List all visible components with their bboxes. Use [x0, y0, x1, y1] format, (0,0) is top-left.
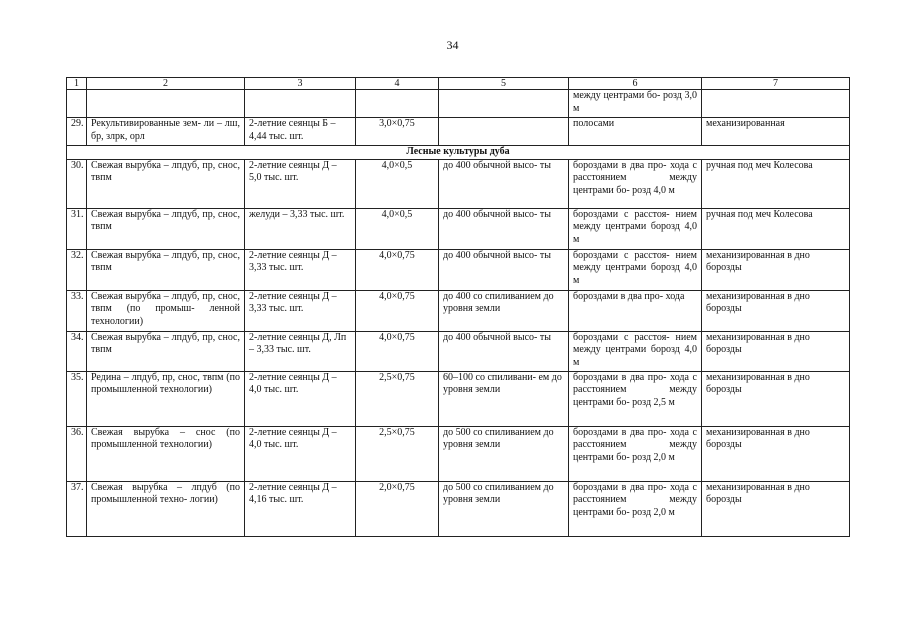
cell-soil-prep: бороздами в два про- хода с расстоянием между центрами бо- розд 4,0 м — [569, 159, 702, 208]
cell-number — [67, 90, 87, 118]
cell-planting: механизированная — [702, 118, 850, 146]
cell-planting: механизированная в дно борозды — [702, 331, 850, 371]
cell-site: Свежая вырубка – лпдуб, пр, снос, твпм (по промыш- ленной технологии) — [87, 290, 245, 331]
cell-number: 33. — [67, 290, 87, 331]
cell-number: 31. — [67, 208, 87, 249]
cell-soil-prep: бороздами в два про- хода с расстоянием между центрами бо- розд 2,0 м — [569, 481, 702, 536]
table-row — [67, 249, 850, 290]
cell-soil-prep: бороздами с расстоя- нием между центрами борозд 4,0 м — [569, 208, 702, 249]
cell-material: 2-летние сеянцы Д, Лп – 3,33 тыс. шт. — [245, 331, 356, 371]
cell-soil-prep: бороздами с расстоя- нием между центрами борозд 4,0 м — [569, 249, 702, 290]
cell-site: Свежая вырубка – лпдуб (по промышленной техно- логии) — [87, 481, 245, 536]
cell-spacing — [356, 90, 439, 118]
column-header: 1 — [67, 78, 87, 90]
cell-number: 29. — [67, 118, 87, 146]
section-row — [67, 146, 850, 160]
cell-material: 2-летние сеянцы Д – 4,0 тыс. шт. — [245, 426, 356, 481]
cell-site: Свежая вырубка – лпдуб, пр, снос, твпм — [87, 208, 245, 249]
cell-site: Свежая вырубка – лпдуб, пр, снос, твпм — [87, 249, 245, 290]
cell-spacing: 3,0×0,75 — [356, 118, 439, 146]
cell-planting: механизированная в дно борозды — [702, 249, 850, 290]
cell-spacing: 4,0×0,75 — [356, 290, 439, 331]
cell-stumps: до 400 обычной высо- ты — [439, 249, 569, 290]
table-row — [67, 331, 850, 371]
cell-soil-prep: между центрами бо- розд 3,0 м — [569, 90, 702, 118]
cell-number: 37. — [67, 481, 87, 536]
cell-material: 2-летние сеянцы Д – 3,33 тыс. шт. — [245, 249, 356, 290]
table-row — [67, 371, 850, 426]
cell-planting: механизированная в дно борозды — [702, 481, 850, 536]
cell-planting — [702, 90, 850, 118]
table-row — [67, 290, 850, 331]
column-header-row — [67, 78, 850, 90]
table-row — [67, 118, 850, 146]
cell-planting: механизированная в дно борозды — [702, 371, 850, 426]
forest-culture-table — [66, 77, 850, 537]
cell-planting: механизированная в дно борозды — [702, 290, 850, 331]
cell-number: 36. — [67, 426, 87, 481]
cell-site — [87, 90, 245, 118]
cell-material: желуди – 3,33 тыс. шт. — [245, 208, 356, 249]
cell-material: 2-летние сеянцы Д – 3,33 тыс. шт. — [245, 290, 356, 331]
cell-site: Свежая вырубка – лпдуб, пр, снос, твпм — [87, 159, 245, 208]
cell-site: Свежая вырубка – снос (по промышленной технологии) — [87, 426, 245, 481]
cell-planting: механизированная в дно борозды — [702, 426, 850, 481]
cell-material: 2-летние сеянцы Д – 4,0 тыс. шт. — [245, 371, 356, 426]
column-header: 7 — [702, 78, 850, 90]
cell-site: Редина – лпдуб, пр, снос, твпм (по промышленной технологии) — [87, 371, 245, 426]
cell-spacing: 4,0×0,5 — [356, 159, 439, 208]
cell-planting: ручная под меч Колесова — [702, 159, 850, 208]
section-title: Лесные культуры дуба — [67, 146, 850, 160]
cell-soil-prep: бороздами с расстоя- нием между центрами борозд 4,0 м — [569, 331, 702, 371]
cell-planting: ручная под меч Колесова — [702, 208, 850, 249]
cell-spacing: 2,5×0,75 — [356, 371, 439, 426]
table-row-continuation — [67, 90, 850, 118]
column-header: 6 — [569, 78, 702, 90]
cell-stumps: до 400 обычной высо- ты — [439, 208, 569, 249]
cell-soil-prep: бороздами в два про- хода с расстоянием между центрами бо- розд 2,0 м — [569, 426, 702, 481]
cell-site: Свежая вырубка – лпдуб, пр, снос, твпм — [87, 331, 245, 371]
cell-number: 34. — [67, 331, 87, 371]
column-header: 5 — [439, 78, 569, 90]
cell-site: Рекультивированные зем- ли – лш, бр, злрк, орл — [87, 118, 245, 146]
cell-soil-prep: бороздами в два про- хода с расстоянием между центрами бо- розд 2,5 м — [569, 371, 702, 426]
column-header: 4 — [356, 78, 439, 90]
cell-soil-prep: полосами — [569, 118, 702, 146]
cell-stumps — [439, 90, 569, 118]
cell-stumps: до 400 обычной высо- ты — [439, 331, 569, 371]
cell-material — [245, 90, 356, 118]
cell-stumps: до 500 со спиливанием до уровня земли — [439, 481, 569, 536]
column-header: 3 — [245, 78, 356, 90]
cell-number: 32. — [67, 249, 87, 290]
column-header: 2 — [87, 78, 245, 90]
table-row — [67, 426, 850, 481]
cell-stumps: до 500 со спиливанием до уровня земли — [439, 426, 569, 481]
cell-material: 2-летние сеянцы Д – 4,16 тыс. шт. — [245, 481, 356, 536]
cell-spacing: 4,0×0,5 — [356, 208, 439, 249]
table-row — [67, 159, 850, 208]
cell-number: 30. — [67, 159, 87, 208]
table-row — [67, 481, 850, 536]
cell-material: 2-летние сеянцы Б – 4,44 тыс. шт. — [245, 118, 356, 146]
cell-stumps — [439, 118, 569, 146]
cell-spacing: 4,0×0,75 — [356, 331, 439, 371]
cell-stumps: до 400 обычной высо- ты — [439, 159, 569, 208]
cell-stumps: 60–100 со спиливани- ем до уровня земли — [439, 371, 569, 426]
cell-soil-prep: бороздами в два про- хода — [569, 290, 702, 331]
cell-spacing: 2,5×0,75 — [356, 426, 439, 481]
cell-number: 35. — [67, 371, 87, 426]
cell-spacing: 2,0×0,75 — [356, 481, 439, 536]
cell-stumps: до 400 со спиливанием до уровня земли — [439, 290, 569, 331]
table-row — [67, 208, 850, 249]
page-number: 34 — [446, 38, 459, 52]
cell-spacing: 4,0×0,75 — [356, 249, 439, 290]
cell-material: 2-летние сеянцы Д – 5,0 тыс. шт. — [245, 159, 356, 208]
